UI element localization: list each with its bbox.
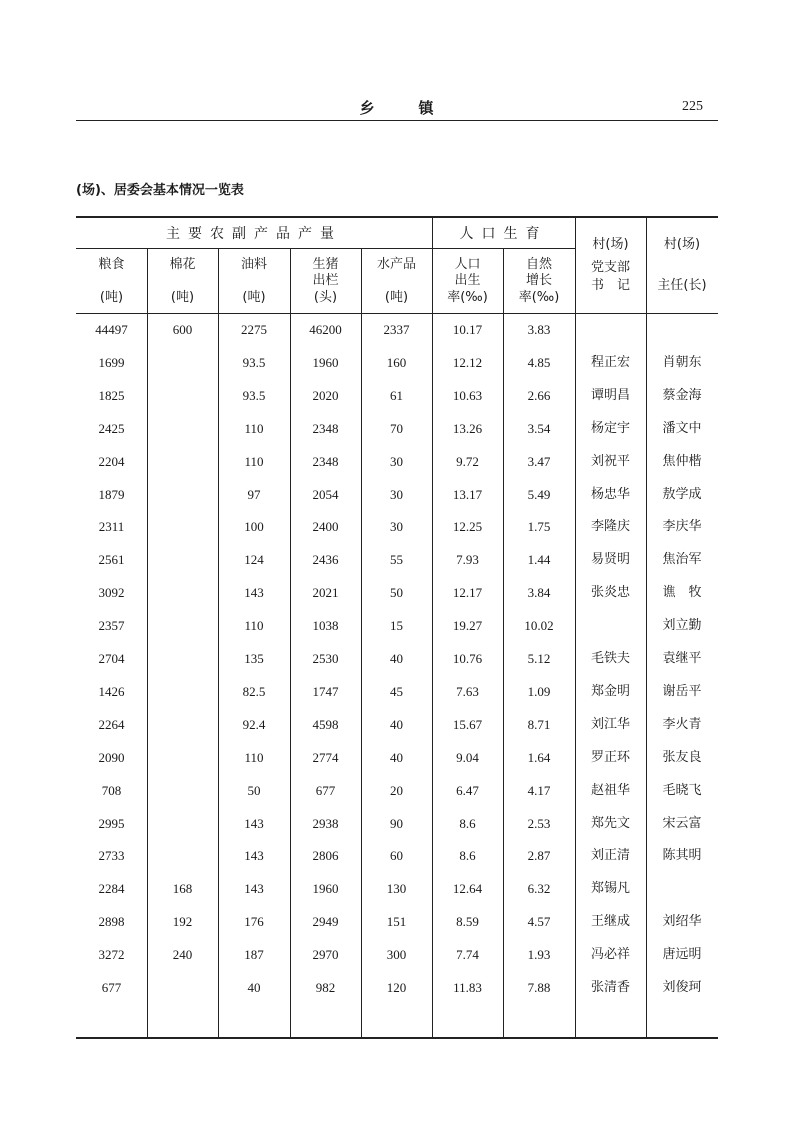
table-cell: 毛晓飞 [662,782,702,798]
table-cell: 1960 [312,881,339,897]
column-header: 人口 [454,257,481,272]
table-cell: 55 [390,552,403,568]
column-header: 主任(长) [657,278,707,293]
table-cell: 2530 [312,651,339,666]
table-cell: 708 [101,782,122,798]
table-cell: 张友良 [662,749,702,765]
table-cell: 143 [244,848,264,864]
table-cell: 4.85 [527,354,551,370]
column-header: (头) [313,290,338,305]
table-cell: 2806 [312,848,339,864]
table-cell: 2021 [312,585,339,601]
table-cell: 8.71 [527,716,551,732]
running-header [0,97,793,118]
table-cell: 13.26 [452,420,483,436]
running-header-char: 乡 [359,99,375,117]
table-cell: 3272 [98,947,125,963]
column-header: (吨) [242,290,266,305]
table-cell: 9.04 [456,749,479,765]
table-cell: 13.17 [452,486,483,502]
table-cell: 3.84 [527,585,551,601]
column-header: 棉花 [169,257,196,272]
table-cell: 4598 [312,716,339,732]
table-cell: 1.09 [527,683,551,699]
table-cell: 2348 [312,420,339,436]
table-cell: 王继成 [590,914,630,930]
table-cell: 130 [386,881,407,897]
table-bottom-rule [76,1037,718,1039]
table-cell: 敖学成 [662,486,702,502]
table-cell: 3.47 [527,453,551,469]
table-cell: 焦治军 [662,552,702,568]
column-header: 出生 [454,273,481,288]
table-cell: 120 [386,980,407,995]
table-cell: 2204 [98,453,125,469]
table-cell: 176 [244,914,264,930]
table-cell: 张清香 [590,980,630,995]
table-cell: 135 [244,651,264,666]
column-header: 率(‰) [447,290,488,305]
table-cell: 677 [101,980,122,995]
column-header: 出栏 [312,273,339,288]
table-cell: 唐远明 [662,947,702,963]
table-cell: 93.5 [242,354,266,370]
table-cell: 郑金明 [590,683,630,699]
column-header: 增长 [525,273,552,288]
table-cell: 90 [390,815,403,831]
table-cell: 61 [390,387,403,403]
table-cell: 谢岳平 [662,683,702,699]
table-cell: 7.74 [456,947,479,963]
table-cell: 4.57 [527,914,551,930]
table-cell: 12.17 [452,585,483,601]
table-cell: 15 [390,618,403,634]
table-cell: 40 [247,980,261,995]
table-cell: 2704 [98,651,125,666]
table-cell: 93.5 [242,387,266,403]
table-cell: 187 [244,947,264,963]
table-cell: 7.63 [456,683,479,699]
column-header: 粮食 [98,257,125,272]
table-cell: 1825 [98,387,125,403]
table-cell: 143 [244,881,264,897]
table-cell: 2733 [98,848,125,864]
table-cell: 12.12 [452,354,483,370]
table-cell: 1747 [312,683,339,699]
table-cell: 刘祝平 [590,453,630,469]
table-cell: 30 [390,486,403,502]
column-header: (吨) [170,290,195,305]
column-header: 自然 [525,257,552,272]
table-cell: 2949 [312,914,339,930]
table-cell: 2264 [98,716,125,732]
table-cell: 郑锡凡 [590,881,630,897]
table-cell: 1038 [312,618,339,634]
table-cell: 110 [244,618,264,634]
table-cell: 44497 [95,322,128,337]
table-cell: 110 [244,453,264,469]
table-cell: 刘江华 [590,716,630,732]
header-rule [76,120,718,121]
table-cell: 2090 [98,749,125,765]
table-cell: 12.64 [452,881,483,897]
table-cell: 张炎忠 [590,585,630,601]
table-cell: 刘绍华 [662,914,702,930]
table-cell: 宋云富 [662,815,702,831]
table-caption: (场)、居委会基本情况一览表 [76,183,244,198]
table-cell: 6.47 [456,782,479,798]
table-cell: 143 [244,585,264,601]
table-cell: 10.63 [452,387,483,403]
table-cell: 罗正环 [590,749,630,765]
table-cell: 1.44 [527,552,551,568]
table-cell: 蔡金海 [662,387,702,403]
table-cell: 2284 [98,881,125,897]
column-header: 油料 [240,257,267,272]
table-cell: 12.25 [452,519,483,535]
table-cell: 2337 [383,322,410,337]
table-cell: 110 [244,749,264,765]
table-cell: 8.6 [459,815,476,831]
table-cell: 2898 [98,914,125,930]
table-cell: 刘立勤 [662,618,702,634]
table-cell: 1879 [98,486,125,502]
table-cell: 50 [247,782,261,798]
table-cell: 1.93 [527,947,551,963]
column-header: 率(‰) [518,290,560,305]
table-cell: 2020 [312,387,339,403]
table-cell: 3092 [98,585,125,601]
table-cell: 肖朝东 [662,354,702,370]
table-cell: 30 [390,519,403,535]
table-cell: 10.02 [524,618,554,634]
column-header: 村(场) [592,237,629,252]
table-cell: 2.66 [527,387,551,403]
table-top-rule [76,216,718,218]
running-header-char: 镇 [418,99,434,117]
table-cell: 2970 [312,947,339,963]
table-cell: 3.54 [527,420,551,436]
table-cell: 冯必祥 [590,947,630,963]
column-header: (吨) [99,290,124,305]
table-cell: 46200 [309,322,342,337]
table-cell: 143 [244,815,264,831]
table-cell: 袁继平 [662,651,702,666]
table-cell: 168 [172,881,193,897]
table-cell: 谯 牧 [662,585,702,601]
table-cell: 300 [386,947,407,963]
table-cell: 1.75 [527,519,551,535]
table-cell: 40 [390,749,403,765]
table-cell: 9.72 [456,453,479,469]
table-cell: 1426 [98,683,125,699]
table-cell: 1699 [98,354,125,370]
table-cell: 杨定宇 [590,420,630,436]
column-header: 水产品 [376,257,416,272]
table-cell: 1960 [312,354,339,370]
table-cell: 124 [244,552,264,568]
table-cell: 4.17 [527,782,551,798]
header-bottom-rule [76,313,718,314]
table-cell: 毛铁夫 [590,651,630,666]
table-cell: 8.59 [456,914,479,930]
column-header: 党支部 [590,260,630,275]
table-cell: 2357 [98,618,125,634]
table-cell: 2995 [98,815,125,831]
table-cell: 677 [315,782,336,798]
table-cell: 192 [172,914,193,930]
table-cell: 5.12 [527,651,551,666]
table-cell: 2425 [98,420,125,436]
table-cell: 11.83 [453,980,482,995]
table-cell: 600 [172,322,193,337]
table-cell: 92.4 [242,716,266,732]
table-cell: 70 [390,420,403,436]
table-cell: 60 [390,848,403,864]
table-cell: 15.67 [452,716,483,732]
table-cell: 2436 [312,552,339,568]
table-cell: 2348 [312,453,339,469]
table-cell: 赵祖华 [590,782,630,798]
table-cell: 160 [386,354,407,370]
column-header: 村(场) [663,237,701,252]
table-cell: 6.32 [527,881,551,897]
group-header-population: 人口生育 [459,226,548,242]
table-cell: 2054 [312,486,339,502]
group-rule-agri [76,248,432,249]
table-cell: 刘正清 [590,848,630,864]
table-cell: 19.27 [452,618,483,634]
table-cell: 100 [244,519,264,535]
table-cell: 20 [390,782,403,798]
table-cell: 李隆庆 [590,519,630,535]
table-cell: 2774 [312,749,339,765]
table-cell: 97 [247,486,261,502]
table-cell: 82.5 [242,683,266,699]
table-cell: 2.53 [527,815,551,831]
table-cell: 3.83 [527,322,551,337]
table-cell: 2311 [98,519,125,535]
table-cell: 郑先文 [590,815,630,831]
table-cell: 10.17 [452,322,483,337]
table-cell: 易贤明 [590,552,630,568]
table-cell: 40 [390,716,403,732]
table-cell: 10.76 [452,651,483,666]
table-cell: 2561 [98,552,125,568]
table-cell: 45 [390,683,403,699]
table-cell: 李火青 [662,716,702,732]
table-cell: 2938 [312,815,339,831]
table-cell: 2275 [241,322,267,337]
column-header: (吨) [384,290,409,305]
table-cell: 潘文中 [662,420,702,436]
table-cell: 151 [386,914,407,930]
table-cell: 982 [315,980,336,995]
table-cell: 焦仲楷 [662,453,702,469]
table-cell: 5.49 [527,486,551,502]
group-header-agri: 主要农副产品产量 [166,226,342,242]
table-cell: 110 [244,420,264,436]
table-cell: 30 [390,453,403,469]
table-cell: 陈其明 [662,848,702,864]
table-cell: 李庆华 [662,519,702,535]
table-cell: 7.88 [527,980,551,995]
table-cell: 刘俊珂 [662,980,702,995]
table-cell: 40 [390,651,403,666]
table-cell: 谭明昌 [590,387,630,403]
table-cell: 杨忠华 [590,486,630,502]
table-cell: 240 [172,947,193,963]
table-cell: 1.64 [527,749,551,765]
table-cell: 程正宏 [590,354,630,370]
table-cell: 50 [390,585,403,601]
table-cell: 8.6 [459,848,476,864]
page-number: 225 [682,99,703,114]
table-cell: 7.93 [456,552,479,568]
table-cell: 2400 [312,519,339,535]
column-header: 生猪 [312,257,339,272]
table-cell: 2.87 [527,848,551,864]
column-header: 书 记 [590,278,630,293]
